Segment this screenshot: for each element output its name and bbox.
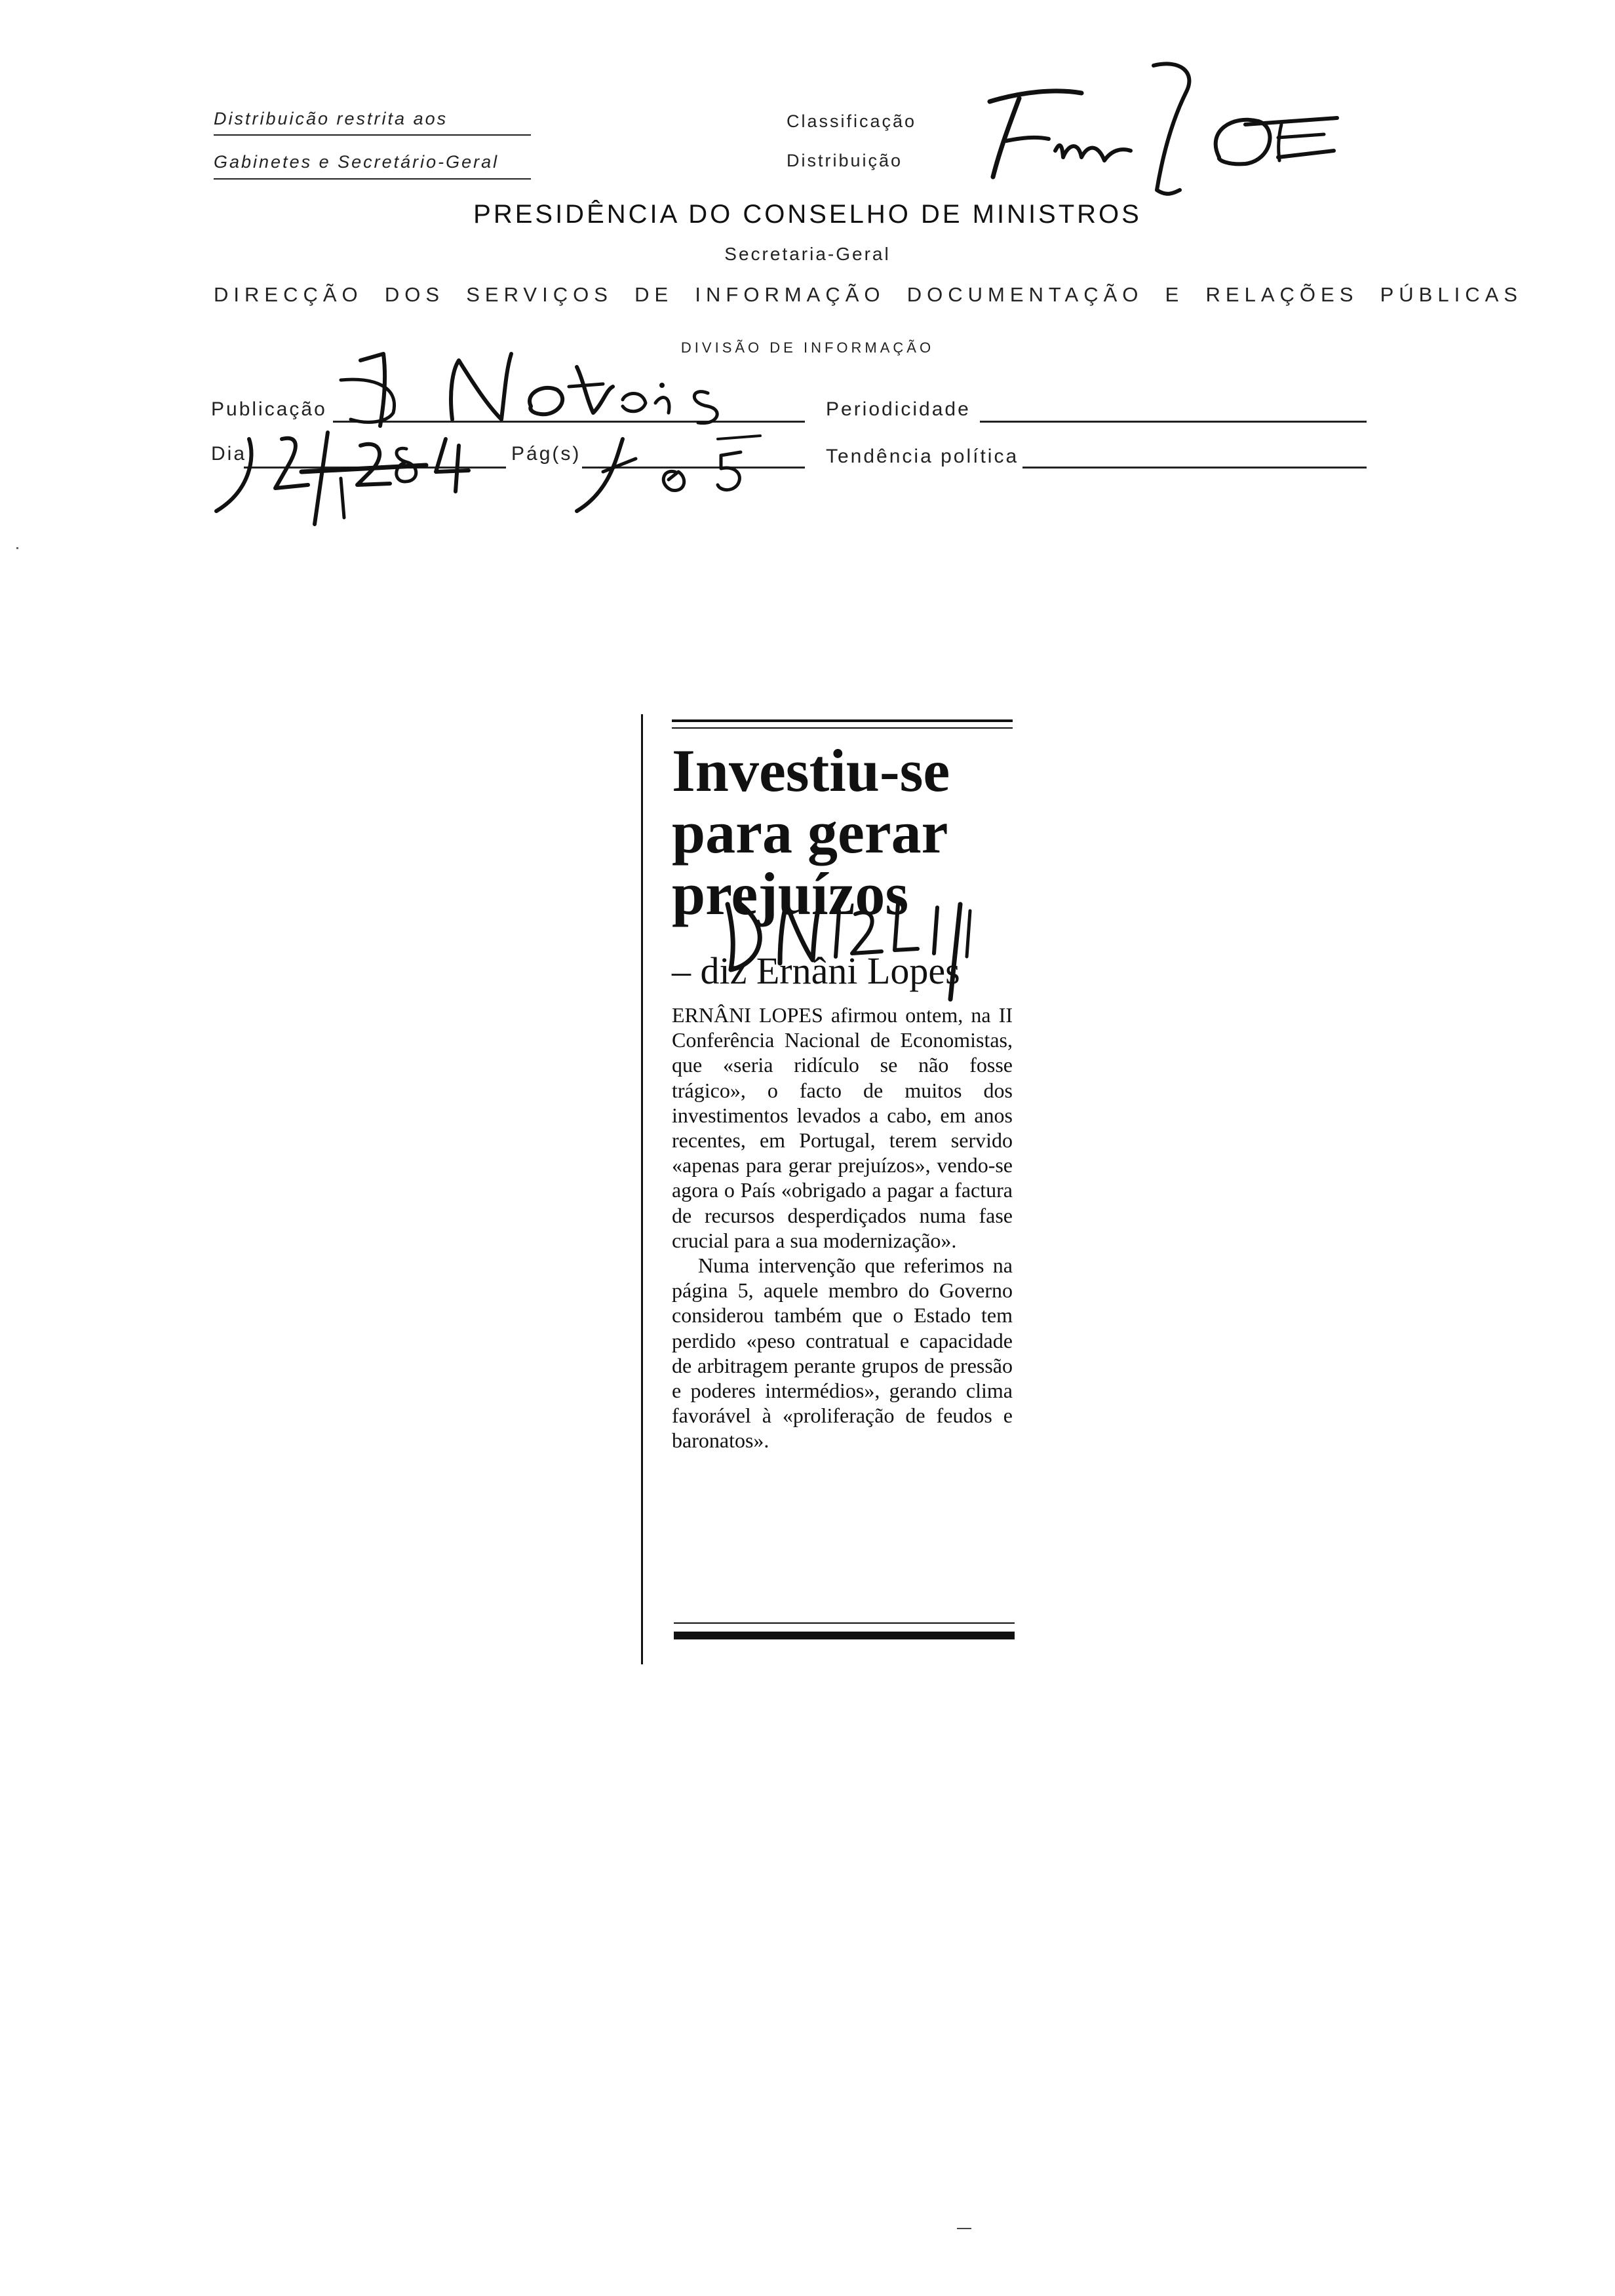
handwritten-clipping-date [714,878,996,1003]
publication-label: Publicação [211,398,327,420]
day-label: Dia [211,443,247,465]
handwritten-publication [315,341,826,432]
clipping-paragraph-2: Numa intervenção que referimos na página 5, aquele membro do Governo considerou também que o Estado tem perdido «peso contratual e capacidade de arbitragem perante grupos de pressão e poderes intermédios», gerando clima favorável à «proliferação de feudos e baronatos». [672,1253,1013,1453]
directorate-label: DIRECÇÃO DOS SERVIÇOS DE INFORMAÇÃO DOCUMENTAÇÃO E RELAÇÕES PÚBLICAS [214,283,1523,306]
clipping-byline: – diz Ernâni Lopes [672,949,960,992]
periodicity-field-line [980,421,1367,423]
divider [214,178,531,180]
clipping-bottom-rule-thin [674,1622,1015,1624]
political-tendency-label: Tendência política [826,446,1019,467]
scan-mark [957,2228,971,2229]
page-title: PRESIDÊNCIA DO CONSELHO DE MINISTROS [473,200,1142,229]
divider [214,134,531,136]
clipping-body [672,1003,1013,1453]
clipping-paragraph-1: ERNÂNI LOPES afirmou ontem, na II Conferência Nacional de Economistas, que «seria ridículo se não fosse trágico», o facto de muitos dos investimentos levados a cabo, em anos recentes, em Portugal, terem servido «apenas para gerar prejuízos», vendo-se agora o País «obrigado a pagar a factura de recursos desperdiçados numa fase crucial para a sua modernização». [672,1003,1013,1252]
division-label: DIVISÃO DE INFORMAÇÃO [680,339,935,356]
secretariat-label: Secretaria-Geral [724,244,891,264]
clipping-headline-line2: para gerar [672,799,948,866]
clipping-headline-line3: prejuízos [672,860,909,927]
handwritten-date [210,419,524,537]
pages-label: Pág(s) [511,443,581,465]
distribution-restriction-line2: Gabinetes e Secretário-Geral [214,152,499,172]
scan-mark [16,547,18,549]
distribution-label: Distribuição [787,151,903,170]
handwritten-classification [970,52,1363,203]
political-tendency-field-line [1022,467,1367,469]
clipping-headline-line1: Investiu-se [672,737,950,804]
clipping-top-rule-thin [672,727,1013,729]
clipping-top-rule [672,719,1013,722]
clipping-bottom-rule [674,1632,1015,1639]
handwritten-pages [564,419,773,537]
classification-label: Classificação [787,111,917,131]
periodicity-label: Periodicidade [826,398,971,420]
clipping-left-border [641,714,643,1664]
distribution-restriction-line1: Distribuicão restrita aos [214,109,448,128]
